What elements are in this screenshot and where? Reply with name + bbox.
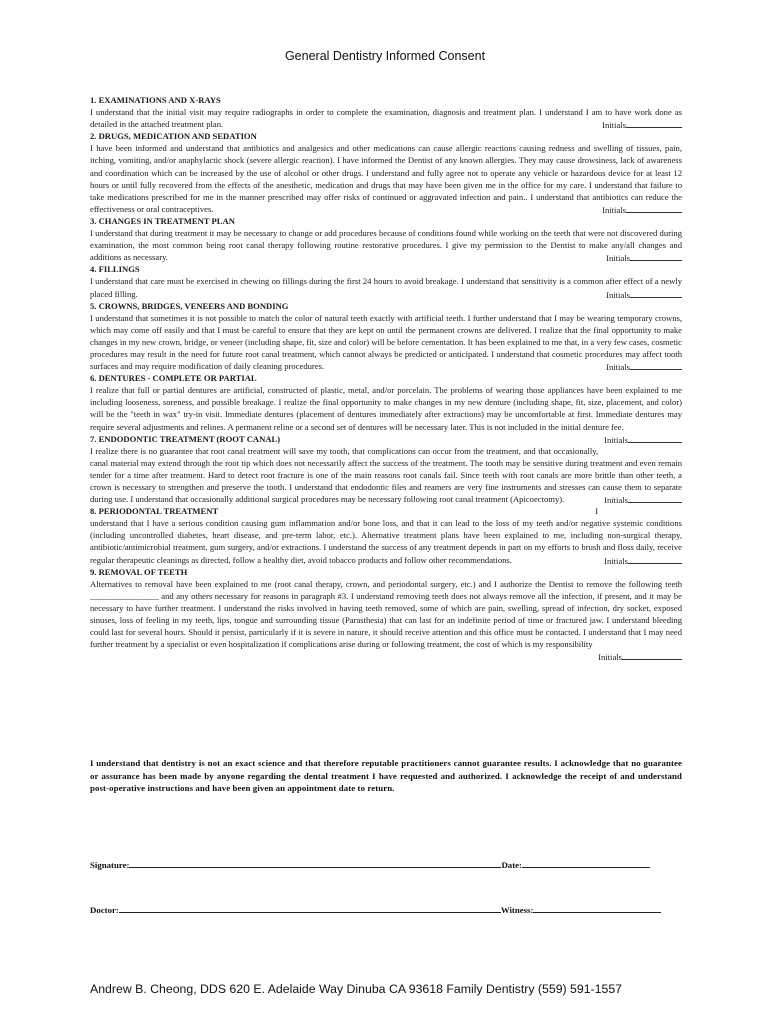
section-text: I understand that care must be exercised in chewing on fillings during the first 24 hours to avoid breakage. I understand that sensitivity is a common after effect of a newly placed filling. Initials — [90, 276, 682, 300]
witness-label: Witness: — [500, 905, 534, 915]
signature-label: Signature: — [90, 860, 130, 870]
date-label: Date: — [501, 860, 522, 870]
acknowledgement-statement: I understand that dentistry is not an exact science and that therefore reputable practitioners cannot guarantee results. I acknowledge that no guarantee or assurance has been made by anyone regarding the dental treatment I have requested and authorized. I acknowledge the receipt of and understand post-operative instructions and have been given an appointment date to return. — [90, 758, 682, 794]
initials-field[interactable]: Initials — [604, 493, 682, 506]
section-heading: 7. ENDODONTIC TREATMENT (ROOT CANAL) — [90, 433, 281, 444]
initials-field[interactable]: Initials — [606, 251, 682, 264]
section-heading: 6. DENTURES - COMPLETE OR PARTIAL — [90, 373, 257, 384]
initials-field[interactable]: Initials — [604, 433, 682, 446]
section-text: Alternatives to removal have been explained to me (root canal therapy, crown, and periodontal surgery, etc.) and I authorize the Dentist to remove the following teeth ________________ and any others necessary for reasons in paragraph #3. I understand removing teeth does not always remove all the infection, if present, and it may be necessary to have further treatment. I understand the risks involved in having teeth removed, some of which are pain, swelling, spread of infection, dry socket, exposed sinuses, loss of feeling in my teeth, lips, tongue and surrounding tissue (Parasthesia) that can last for an indefinite period of time or fractured jaw. I understand bleeding could last for several hours. Should it persist, particularly if it is severe in nature, it should receive attention and this office must be contacted. I understand that I may need further treatment by a specialist or even hospitalization if complications arise during or following treatment, the cost of which is my responsibility Initials — [90, 578, 682, 663]
section-changes — [90, 215, 682, 263]
section-heading: 1. EXAMINATIONS AND X-RAYS — [90, 95, 221, 105]
doctor-line[interactable] — [119, 903, 501, 913]
consent-sections — [90, 94, 682, 663]
section-heading: 5. CROWNS, BRIDGES, VENEERS AND BONDING — [90, 300, 289, 311]
section-drugs — [90, 130, 682, 215]
section-heading: 2. DRUGS, MEDICATION AND SEDATION — [90, 131, 257, 142]
practice-footer: Andrew B. Cheong, DDS 620 E. Adelaide Way Dinuba CA 93618 Family Dentistry (559) 591-1557 — [90, 982, 623, 996]
section-endodontic — [90, 433, 682, 506]
section-text: I understand that during treatment it may be necessary to change or add procedures because of conditions found while working on the teeth that were not discovered during examination, the most common being root canal therapy following routine restorative procedures. I give my permission to the Dentist to make any/all changes and additions as necessary. Initials — [90, 228, 682, 264]
section-text: I have been informed and understand that antibiotics and analgesics and other medications can cause allergic reactions causing redness and swelling of tissues, pain, itching, vomiting, and/or anaphylactic shock (severe allergic reaction). I have informed the Dentist of any known allergies. They may cause drowsiness, lack of awareness and coordination which can be increased by the use of alcohol or other drugs. I understand and fully agree not to operate any vehicle or hazardous device for at least 12 hours or until fully recovered from the effects of the anesthetic, medication and drugs that may have been given me in the office for my care. I understand that failure to take medications prescribed for me in the manner prescribed may offer risks of continued or aggravated infection and pain.. I understand that antibiotics can reduce the effectiveness or oral contraceptives. Initials — [90, 143, 682, 215]
section-removal — [90, 566, 682, 663]
section-heading: 4. FILLINGS — [90, 264, 140, 275]
section-text: understand that I have a serious condition causing gum inflammation and/or bone loss, and that it can lead to the loss of my teeth and/or negative systemic conditions (including uncontrolled diabetes, heart disease, and pre-term labor, etc.). Alternative treatment plans have been explained to me, including non-surgical therapy, antibiotic/antimicrobial treatment, gum surgery, and/or extractions. I understand the success of any treatment depends in part on my efforts to brush and floss daily, receive regular therapeutic cleanings as directed, follow a healthy diet, avoid tobacco products and follow other recommendations. Initials — [90, 518, 682, 566]
doctor-row — [90, 903, 682, 915]
heading-trailer: I — [595, 506, 599, 517]
date-line[interactable] — [522, 858, 650, 868]
section-heading: 3. CHANGES IN TREATMENT PLAN — [90, 215, 235, 226]
initials-field[interactable]: Initials — [602, 118, 682, 131]
section-heading: 8. PERIODONTAL TREATMENT I — [90, 506, 599, 517]
section-fillings — [90, 263, 682, 299]
signature-line[interactable] — [129, 858, 501, 868]
doctor-label: Doctor: — [90, 905, 119, 915]
section-crowns — [90, 300, 682, 373]
section-periodontal — [90, 505, 682, 565]
initials-field[interactable]: Initials — [598, 650, 682, 663]
section-text: I realize there is no guarantee that root canal treatment will save my tooth, that complications can occur from the treatment, and that occasionally, canal material may extend through the root tip which does not necessarily affect the success of the treatment. The tooth may be sensitive during treatment and even remain tender for a time after treatment. Hard to detect root fracture is one of the main reasons root canals fail. Since teeth with root canals are more brittle than other teeth, a crown is necessary to strengthen and preserve the tooth. I understand that endodontic files and reamers are very fine instruments and stresses can cause them to separate during use. I understand that occasionally additional surgical procedures may be necessary following root canal treatment (Apicoectomy). Initials — [90, 445, 682, 506]
initials-field[interactable]: Initials — [602, 203, 682, 216]
initials-field[interactable]: Initials — [606, 360, 682, 373]
section-text: I understand that sometimes it is not possible to match the color of natural teeth exactly with artificial teeth. I further understand that I may be wearing temporary crowns, which may come off easily and that I must be careful to ensure that they are kept on until the permanent crowns are delivered. I realize that the final opportunity to make changes in my new crown, bridge, or veneer (including shape, fit, size and color) will be before cementation. It has been explained to me that, in a very few cases, cosmetic procedures may result in the need for future root canal treatment, which cannot always be predicted or anticipated. I understand that cosmetic procedures may affect tooth surfaces and may require modification of daily cleaning procedures. Initials — [90, 312, 682, 373]
initials-field[interactable]: Initials — [606, 288, 682, 301]
section-text: I understand that the initial visit may require radiographs in order to complete the examination, diagnosis and treatment plan. I understand I am to have work done as detailed in the attached treatment plan. Initials — [90, 107, 682, 131]
witness-line[interactable] — [533, 903, 661, 913]
section-text: I realize that full or partial dentures are artificial, constructed of plastic, metal, and/or porcelain. The problems of wearing those appliances have been explained to me including looseness, soreness, and possible breakage. I realize the final opportunity to make changes in my new denture (including shape, fit, size, placement, and color) will be the "teeth in wax" try-in visit. Immediate dentures (placement of dentures immediately after extractions) may be uncomfortable at first. Immediate dentures may require several adjustments and relines. A permanent reline or a second set of dentures will be necessary later. This is not included in the initial denture fee. Initials — [90, 385, 682, 445]
document-title: General Dentistry Informed Consent — [284, 49, 486, 63]
section-heading: 9. REMOVAL OF TEETH — [90, 566, 188, 577]
signature-row — [90, 858, 682, 870]
initials-field[interactable]: Initials — [604, 554, 682, 567]
section-examinations — [90, 94, 682, 130]
